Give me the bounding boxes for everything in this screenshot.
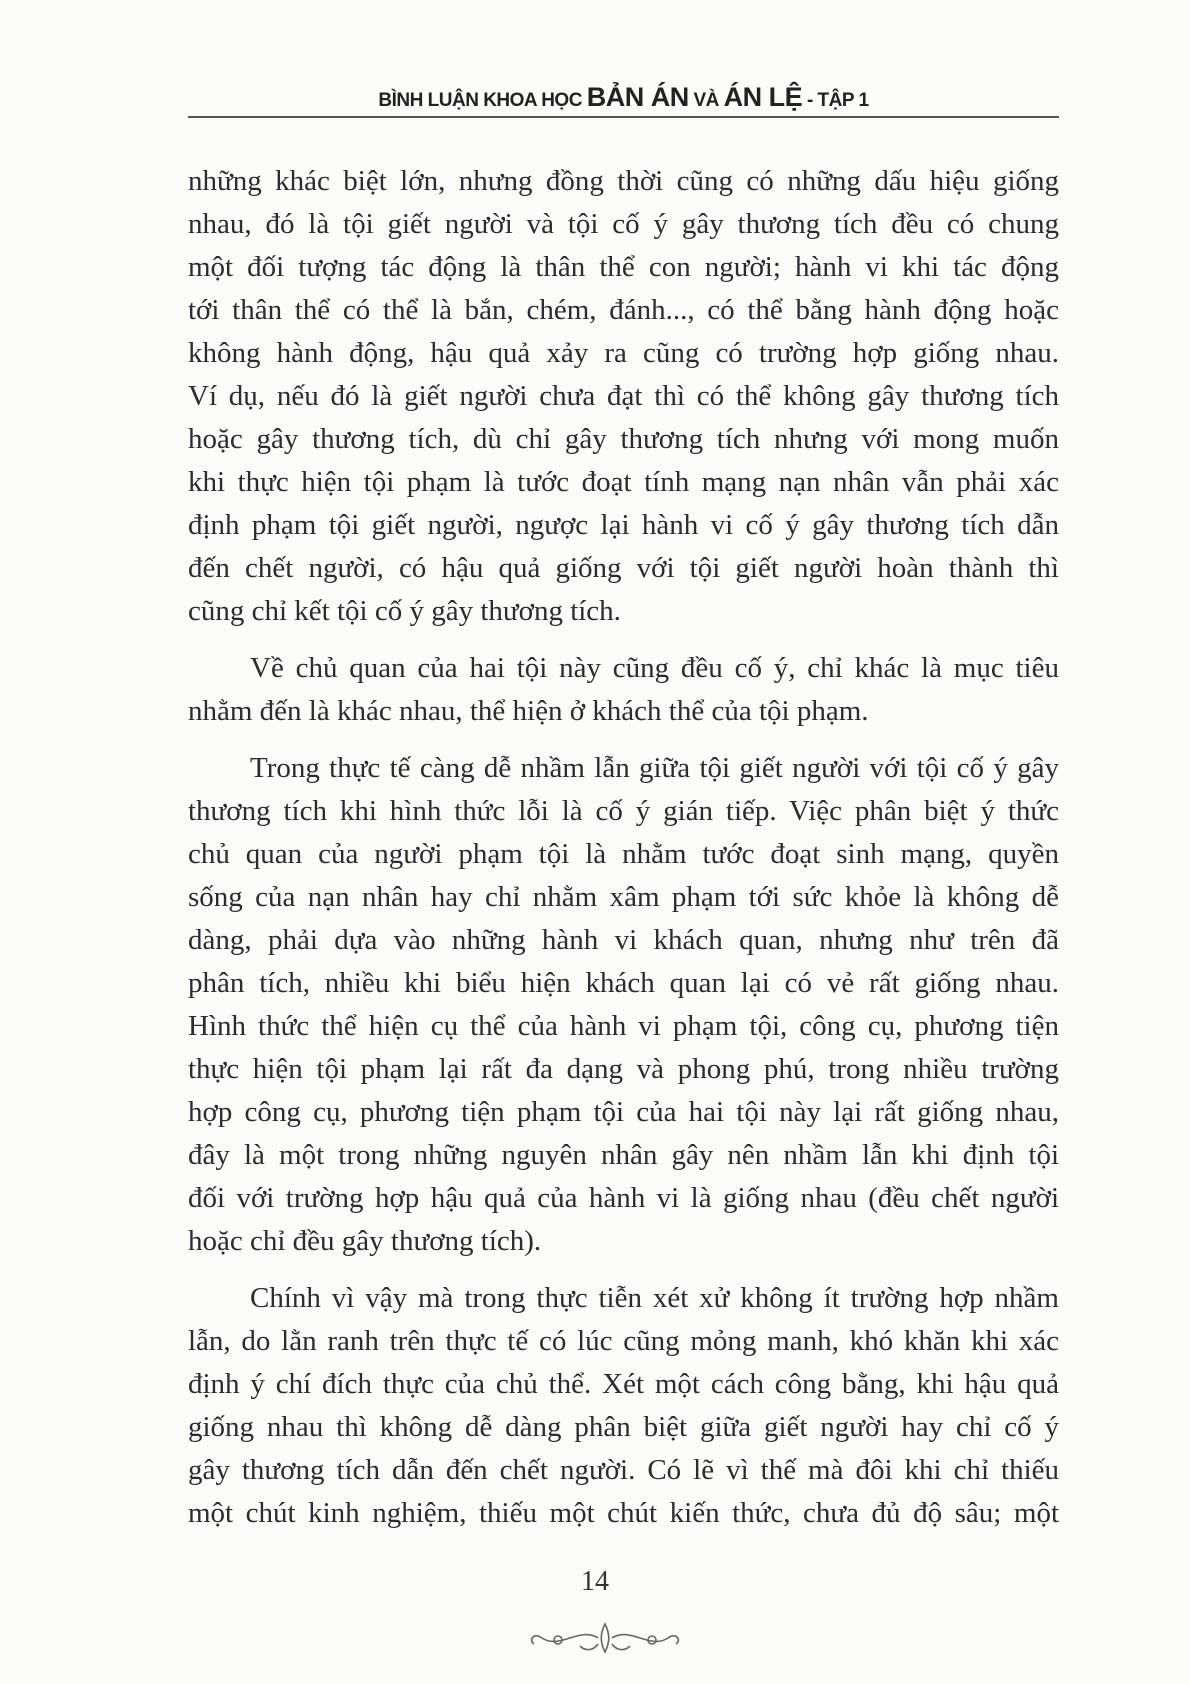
- text-line: những khác biệt lớn, nhưng đồng thời cũng có những dấu hiệu giống: [188, 165, 1059, 197]
- text-line: Hình thức thể hiện cụ thể của hành vi phạm tội, công cụ, phương tiện: [188, 1010, 1059, 1042]
- text-line: hoặc chỉ đều gây thương tích).: [188, 1225, 542, 1257]
- text-line: Về chủ quan của hai tội này cũng đều cố ý, chỉ khác là mục tiêu: [250, 652, 1059, 684]
- decorative-flourish-icon: [520, 1620, 690, 1656]
- text-line: phân tích, nhiều khi biểu hiện khách quan lại có vẻ rất giống nhau.: [188, 967, 1059, 999]
- text-line: tới thân thể có thể là bắn, chém, đánh..., có thể bằng hành động hoặc: [188, 294, 1059, 326]
- header-series: BÌNH LUẬN KHOA HỌC: [378, 90, 587, 111]
- text-line: một chút kinh nghiệm, thiếu một chút kiến thức, chưa đủ độ sâu; một: [188, 1497, 1059, 1529]
- text-line: hoặc gây thương tích, dù chỉ gây thương tích nhưng với mong muốn: [188, 423, 1059, 455]
- header-volume: - TẬP 1: [802, 90, 869, 111]
- paragraph: [188, 1277, 1059, 1535]
- header-title-1: BẢN ÁN: [586, 82, 689, 112]
- text-line: một đối tượng tác động là thân thể con người; hành vi khi tác động: [188, 251, 1059, 283]
- text-line: không hành động, hậu quả xảy ra cũng có trường hợp giống nhau.: [188, 337, 1059, 369]
- text-line: lẫn, do lằn ranh trên thực tế có lúc cũng mỏng manh, khó khăn khi xác: [188, 1325, 1059, 1357]
- text-line: đối với trường hợp hậu quả của hành vi là giống nhau (đều chết người: [188, 1182, 1059, 1214]
- paragraph: [188, 647, 1059, 733]
- text-line: định phạm tội giết người, ngược lại hành vi cố ý gây thương tích dẫn: [188, 509, 1059, 541]
- running-header: [188, 82, 1059, 113]
- text-line: định ý chí đích thực của chủ thể. Xét một cách công bằng, khi hậu quả: [188, 1368, 1059, 1400]
- header-title-2: ÁN LỆ: [723, 82, 803, 112]
- text-line: nhau, đó là tội giết người và tội cố ý gây thương tích đều có chung: [188, 208, 1059, 240]
- text-line: gây thương tích dẫn đến chết người. Có lẽ vì thế mà đôi khi chỉ thiếu: [188, 1454, 1059, 1486]
- text-line: Ví dụ, nếu đó là giết người chưa đạt thì có thể không gây thương tích: [188, 380, 1059, 412]
- text-line: dàng, phải dựa vào những hành vi khách quan, nhưng như trên đã: [188, 924, 1059, 956]
- text-line: thực hiện tội phạm lại rất đa dạng và phong phú, trong nhiều trường: [188, 1053, 1059, 1085]
- paragraph: [188, 747, 1059, 1263]
- text-line: thương tích khi hình thức lỗi là cố ý gián tiếp. Việc phân biệt ý thức: [188, 795, 1059, 827]
- text-line: chủ quan của người phạm tội là nhằm tước đoạt sinh mạng, quyền: [188, 838, 1059, 870]
- paragraph: [188, 160, 1059, 633]
- page-body: [188, 160, 1059, 1549]
- text-line: sống của nạn nhân hay chỉ nhằm xâm phạm tới sức khỏe là không dễ: [188, 881, 1059, 913]
- header-conj: VÀ: [688, 90, 724, 111]
- text-line: cũng chỉ kết tội cố ý gây thương tích.: [188, 595, 621, 627]
- text-line: khi thực hiện tội phạm là tước đoạt tính mạng nạn nhân vẫn phải xác: [188, 466, 1059, 498]
- text-line: nhằm đến là khác nhau, thể hiện ở khách thể của tội phạm.: [188, 695, 869, 727]
- page-number: 14: [581, 1566, 609, 1597]
- header-rule: [188, 116, 1059, 118]
- text-line: Trong thực tế càng dễ nhầm lẫn giữa tội giết người với tội cố ý gây: [250, 752, 1059, 784]
- text-line: Chính vì vậy mà trong thực tiễn xét xử không ít trường hợp nhầm: [250, 1282, 1059, 1314]
- text-line: hợp công cụ, phương tiện phạm tội của hai tội này lại rất giống nhau,: [188, 1096, 1059, 1128]
- text-line: đến chết người, có hậu quả giống với tội giết người hoàn thành thì: [188, 552, 1059, 584]
- text-line: đây là một trong những nguyên nhân gây nên nhầm lẫn khi định tội: [188, 1139, 1059, 1171]
- text-line: giống nhau thì không dễ dàng phân biệt giữa giết người hay chỉ cố ý: [188, 1411, 1059, 1443]
